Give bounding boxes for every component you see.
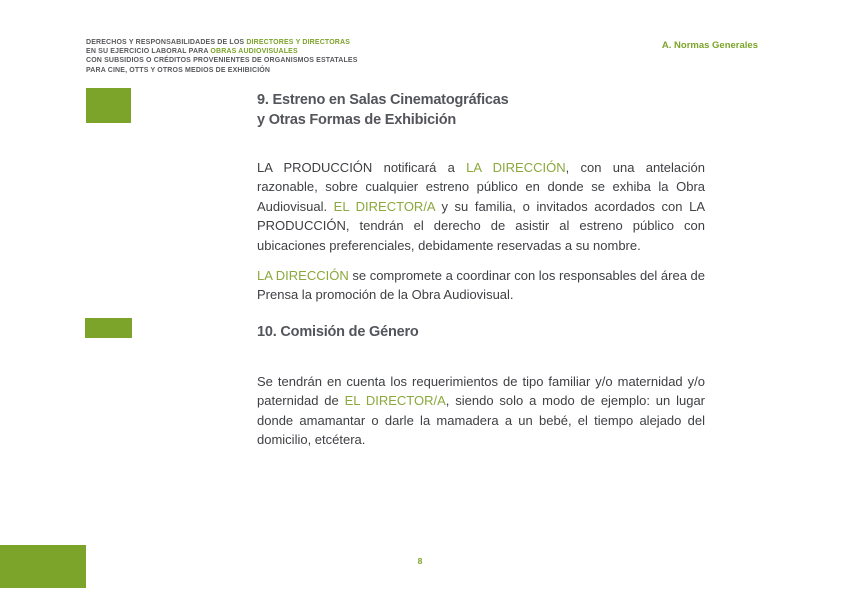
section-9-heading xyxy=(257,90,509,130)
highlighted-term: LA DIRECCIÓN xyxy=(466,160,566,175)
text-segment: Se tendrán en cuenta los requerimientos de tipo familiar y/o maternidad y/o paternidad de xyxy=(257,374,705,409)
section-10-heading xyxy=(257,322,419,342)
highlighted-term: LA DIRECCIÓN xyxy=(257,268,349,283)
paragraph-estreno-2 xyxy=(257,266,705,305)
header-title-line xyxy=(86,56,358,65)
header-title-line xyxy=(86,38,358,47)
header-title-line xyxy=(86,66,358,75)
section-marker-square xyxy=(85,318,132,338)
footer-corner-block xyxy=(0,545,86,588)
text-segment: y su familia, o invitados acordados con LA PRODUCCIÓN, tendrán el derecho de asistir al estreno público con ubicaciones preferenciales, debidamente reservadas a su nombre. xyxy=(257,198,705,253)
section-marker-square xyxy=(86,88,131,123)
running-section-label: A. Normas Generales xyxy=(661,40,758,51)
document-title-header xyxy=(86,38,358,75)
highlighted-term: EL DIRECTOR/A xyxy=(344,393,446,409)
text-segment: DERECHOS Y RESPONSABILIDADES DE LOS xyxy=(86,39,247,46)
text-segment: , con una antelación razonable, sobre cualquier estreno público en donde se exhiba la Obra Audiovisual. xyxy=(257,160,705,214)
text-segment: PARA CINE, OTTS Y OTROS MEDIOS DE EXHIBICIÓN xyxy=(86,66,271,74)
paragraph-genero-1 xyxy=(257,372,705,450)
header-title-line xyxy=(86,47,358,56)
text-segment: EN SU EJERCICIO LABORAL PARA xyxy=(86,48,211,56)
text-segment: , siendo solo a modo de ejemplo: un lugar donde amamantar o darle la mamadera a un bebé, el tiempo alejado del domicilio, etcétera. xyxy=(257,393,706,448)
highlighted-term: OBRAS AUDIOVISUALES xyxy=(210,48,298,56)
text-segment: LA PRODUCCIÓN notificará a xyxy=(257,160,467,175)
highlighted-term: EL DIRECTOR/A xyxy=(333,198,435,214)
page-number: 8 xyxy=(417,556,423,566)
section-9-heading-line: 9. Estreno en Salas Cinematográficas xyxy=(257,92,509,108)
paragraph-estreno-1 xyxy=(257,158,705,255)
text-segment: se compromete a coordinar con los responsables del área de Prensa la promoción de la Obra Audiovisual. xyxy=(257,268,706,303)
text-segment: CON SUBSIDIOS O CRÉDITOS PROVENIENTES DE ORGANISMOS ESTATALES xyxy=(86,57,358,65)
section-9-heading-line: y Otras Formas de Exhibición xyxy=(257,112,457,128)
section-10-heading-line: 10. Comisión de Género xyxy=(257,324,419,340)
highlighted-term: DIRECTORES Y DIRECTORAS xyxy=(246,39,351,46)
